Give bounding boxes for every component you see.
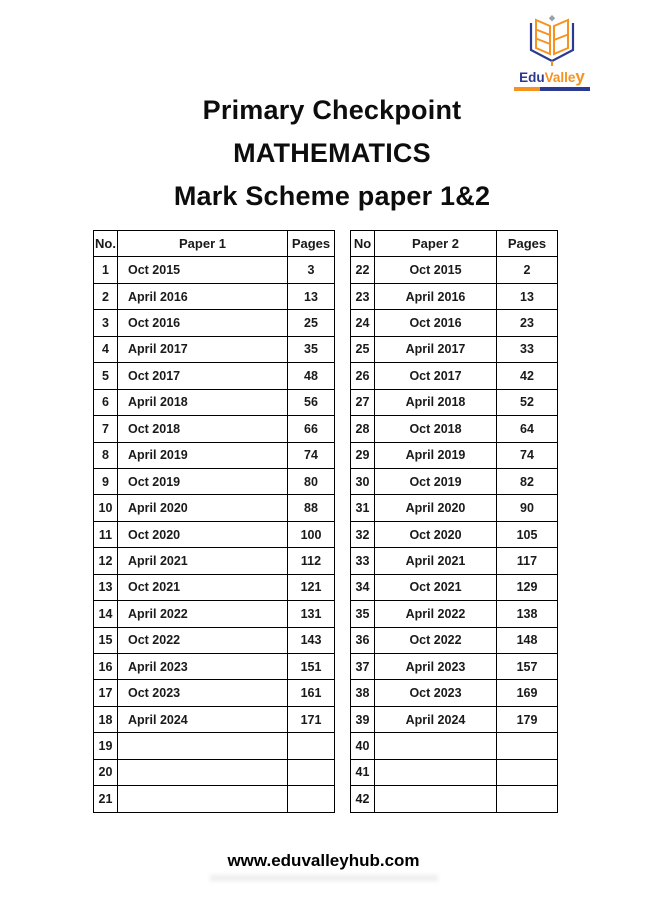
cell-no: 3: [94, 310, 118, 336]
cell-pages: 169: [497, 680, 558, 706]
cell-no: 12: [94, 548, 118, 574]
table-row: [94, 336, 335, 362]
table-row: [351, 416, 558, 442]
cell-paper: Oct 2020: [375, 521, 497, 547]
table-row: [94, 495, 335, 521]
table-row: [351, 442, 558, 468]
cell-no: 23: [351, 283, 375, 309]
cell-pages: 157: [497, 654, 558, 680]
cell-no: 10: [94, 495, 118, 521]
cell-pages: 74: [288, 442, 335, 468]
cell-no: 33: [351, 548, 375, 574]
cell-pages: 2: [497, 257, 558, 283]
cell-no: 17: [94, 680, 118, 706]
cell-paper: [375, 786, 497, 812]
cell-paper: Oct 2019: [118, 468, 288, 494]
cell-no: 6: [94, 389, 118, 415]
cell-paper: Oct 2015: [375, 257, 497, 283]
cell-no: 29: [351, 442, 375, 468]
cell-no: 39: [351, 706, 375, 732]
toc-table-paper2: [350, 230, 558, 813]
table-row: [351, 521, 558, 547]
logo-tagline-bar: [514, 87, 590, 91]
table-row: [351, 389, 558, 415]
cell-pages: 151: [288, 654, 335, 680]
logo-wordmark-y: y: [575, 67, 585, 86]
cell-paper: Oct 2016: [375, 310, 497, 336]
cell-paper: Oct 2021: [375, 574, 497, 600]
cell-no: 2: [94, 283, 118, 309]
cell-pages: 35: [288, 336, 335, 362]
cell-no: 8: [94, 442, 118, 468]
cell-pages: 143: [288, 627, 335, 653]
page-title-course: Primary Checkpoint: [202, 95, 462, 125]
cell-no: 1: [94, 257, 118, 283]
table-row: [94, 257, 335, 283]
header-no-right: No: [351, 231, 375, 257]
logo-wordmark-edu: Edu: [519, 70, 545, 85]
cell-paper: [375, 733, 497, 759]
table-row: [351, 310, 558, 336]
cell-pages: 100: [288, 521, 335, 547]
cell-pages: 23: [497, 310, 558, 336]
cell-pages: 66: [288, 416, 335, 442]
cell-pages: 13: [497, 283, 558, 309]
cell-pages: 131: [288, 601, 335, 627]
header-paper2: Paper 2: [375, 231, 497, 257]
cell-pages: 3: [288, 257, 335, 283]
cell-no: 15: [94, 627, 118, 653]
cell-paper: [118, 759, 288, 785]
cell-pages: 42: [497, 363, 558, 389]
header-pages-left: Pages: [288, 231, 335, 257]
cell-paper: April 2019: [118, 442, 288, 468]
cell-pages: 74: [497, 442, 558, 468]
cell-no: 18: [94, 706, 118, 732]
cell-no: 31: [351, 495, 375, 521]
table-row: [351, 257, 558, 283]
table-row: [94, 574, 335, 600]
cell-pages: [288, 759, 335, 785]
table-row: [351, 759, 558, 785]
open-book-logo-icon: [523, 13, 581, 67]
table-row: [351, 574, 558, 600]
cell-paper: April 2022: [375, 601, 497, 627]
table-row: [94, 363, 335, 389]
cell-paper: Oct 2021: [118, 574, 288, 600]
cell-paper: April 2024: [118, 706, 288, 732]
cell-pages: 88: [288, 495, 335, 521]
cell-paper: Oct 2023: [375, 680, 497, 706]
tagline-orange-segment: [514, 87, 540, 91]
table-row: [351, 786, 558, 812]
cell-no: 41: [351, 759, 375, 785]
table-row: [351, 363, 558, 389]
cell-pages: 138: [497, 601, 558, 627]
cell-no: 7: [94, 416, 118, 442]
table-row: [94, 310, 335, 336]
cell-pages: 56: [288, 389, 335, 415]
cell-no: 34: [351, 574, 375, 600]
cell-pages: 25: [288, 310, 335, 336]
cell-paper: Oct 2015: [118, 257, 288, 283]
cell-paper: [118, 733, 288, 759]
table-row: [351, 495, 558, 521]
cell-paper: Oct 2022: [375, 627, 497, 653]
header-no-left: No.: [94, 231, 118, 257]
cell-pages: 129: [497, 574, 558, 600]
cell-pages: 171: [288, 706, 335, 732]
cell-pages: 148: [497, 627, 558, 653]
cell-paper: Oct 2022: [118, 627, 288, 653]
table-row: [94, 521, 335, 547]
cell-pages: 121: [288, 574, 335, 600]
cell-pages: 105: [497, 521, 558, 547]
cell-no: 26: [351, 363, 375, 389]
cell-paper: Oct 2018: [375, 416, 497, 442]
cell-pages: 179: [497, 706, 558, 732]
cell-no: 11: [94, 521, 118, 547]
cell-no: 28: [351, 416, 375, 442]
toc-table-paper1: [93, 230, 335, 813]
cell-no: 19: [94, 733, 118, 759]
eduvalley-logo: [505, 13, 599, 91]
table-row: [351, 601, 558, 627]
table-row: [94, 706, 335, 732]
table-row: [94, 786, 335, 812]
table-row: [94, 442, 335, 468]
title-block: [0, 97, 647, 226]
cell-pages: 90: [497, 495, 558, 521]
cell-no: 22: [351, 257, 375, 283]
cell-paper: [118, 786, 288, 812]
table-row: [94, 601, 335, 627]
cell-paper: April 2016: [375, 283, 497, 309]
table-row: [351, 548, 558, 574]
cell-no: 4: [94, 336, 118, 362]
cell-pages: 64: [497, 416, 558, 442]
cell-no: 24: [351, 310, 375, 336]
contents-tables: [93, 230, 558, 813]
cell-no: 40: [351, 733, 375, 759]
page-title-subject: MATHEMATICS: [233, 138, 431, 168]
cell-no: 37: [351, 654, 375, 680]
cell-no: 13: [94, 574, 118, 600]
cell-paper: April 2023: [118, 654, 288, 680]
table-row: [351, 283, 558, 309]
cell-pages: 33: [497, 336, 558, 362]
cell-no: 27: [351, 389, 375, 415]
cell-no: 16: [94, 654, 118, 680]
header-paper1: Paper 1: [118, 231, 288, 257]
cell-pages: 13: [288, 283, 335, 309]
cell-no: 36: [351, 627, 375, 653]
cell-paper: Oct 2016: [118, 310, 288, 336]
footer-shadow: [210, 875, 438, 881]
cell-no: 38: [351, 680, 375, 706]
table-row: [351, 706, 558, 732]
cell-pages: [288, 786, 335, 812]
cell-paper: April 2022: [118, 601, 288, 627]
cell-paper: April 2016: [118, 283, 288, 309]
table-row: [94, 654, 335, 680]
cell-pages: [497, 733, 558, 759]
cell-paper: Oct 2017: [118, 363, 288, 389]
cell-paper: April 2018: [118, 389, 288, 415]
cell-pages: 52: [497, 389, 558, 415]
cell-paper: April 2017: [118, 336, 288, 362]
table-row: [351, 654, 558, 680]
cell-no: 30: [351, 468, 375, 494]
cell-paper: April 2023: [375, 654, 497, 680]
cell-pages: 117: [497, 548, 558, 574]
cell-no: 9: [94, 468, 118, 494]
cell-paper: April 2021: [118, 548, 288, 574]
cell-paper: [375, 759, 497, 785]
cell-paper: April 2020: [375, 495, 497, 521]
table-row: [94, 759, 335, 785]
table-row: [94, 548, 335, 574]
header-row: [94, 231, 335, 257]
cell-no: 42: [351, 786, 375, 812]
cell-pages: 48: [288, 363, 335, 389]
table-row: [94, 389, 335, 415]
table-row: [351, 733, 558, 759]
cell-no: 32: [351, 521, 375, 547]
table-row: [94, 468, 335, 494]
cell-paper: April 2020: [118, 495, 288, 521]
cell-no: 20: [94, 759, 118, 785]
cell-paper: April 2021: [375, 548, 497, 574]
cell-paper: Oct 2020: [118, 521, 288, 547]
cell-pages: 82: [497, 468, 558, 494]
cell-no: 21: [94, 786, 118, 812]
header-row: [351, 231, 558, 257]
page-title-scheme: Mark Scheme paper 1&2: [173, 181, 491, 211]
cell-no: 5: [94, 363, 118, 389]
cell-pages: 161: [288, 680, 335, 706]
cell-pages: 80: [288, 468, 335, 494]
cell-no: 25: [351, 336, 375, 362]
footer-url: www.eduvalleyhub.com: [227, 851, 420, 870]
table-row: [351, 336, 558, 362]
cell-pages: [497, 786, 558, 812]
cell-paper: Oct 2019: [375, 468, 497, 494]
table-row: [94, 416, 335, 442]
cell-paper: April 2019: [375, 442, 497, 468]
cell-no: 35: [351, 601, 375, 627]
header-pages-right: Pages: [497, 231, 558, 257]
logo-wordmark: [505, 68, 599, 85]
table-row: [351, 627, 558, 653]
table-row: [94, 627, 335, 653]
cell-paper: Oct 2018: [118, 416, 288, 442]
cell-paper: Oct 2023: [118, 680, 288, 706]
table-row: [94, 733, 335, 759]
table-row: [94, 283, 335, 309]
table-row: [351, 680, 558, 706]
table-row: [94, 680, 335, 706]
cell-pages: [288, 733, 335, 759]
cell-paper: April 2018: [375, 389, 497, 415]
cell-paper: Oct 2017: [375, 363, 497, 389]
cell-paper: April 2017: [375, 336, 497, 362]
cell-no: 14: [94, 601, 118, 627]
logo-wordmark-valle: Valle: [544, 70, 576, 85]
tagline-navy-segment: [540, 87, 590, 91]
cell-pages: 112: [288, 548, 335, 574]
cell-pages: [497, 759, 558, 785]
cell-paper: April 2024: [375, 706, 497, 732]
table-row: [351, 468, 558, 494]
